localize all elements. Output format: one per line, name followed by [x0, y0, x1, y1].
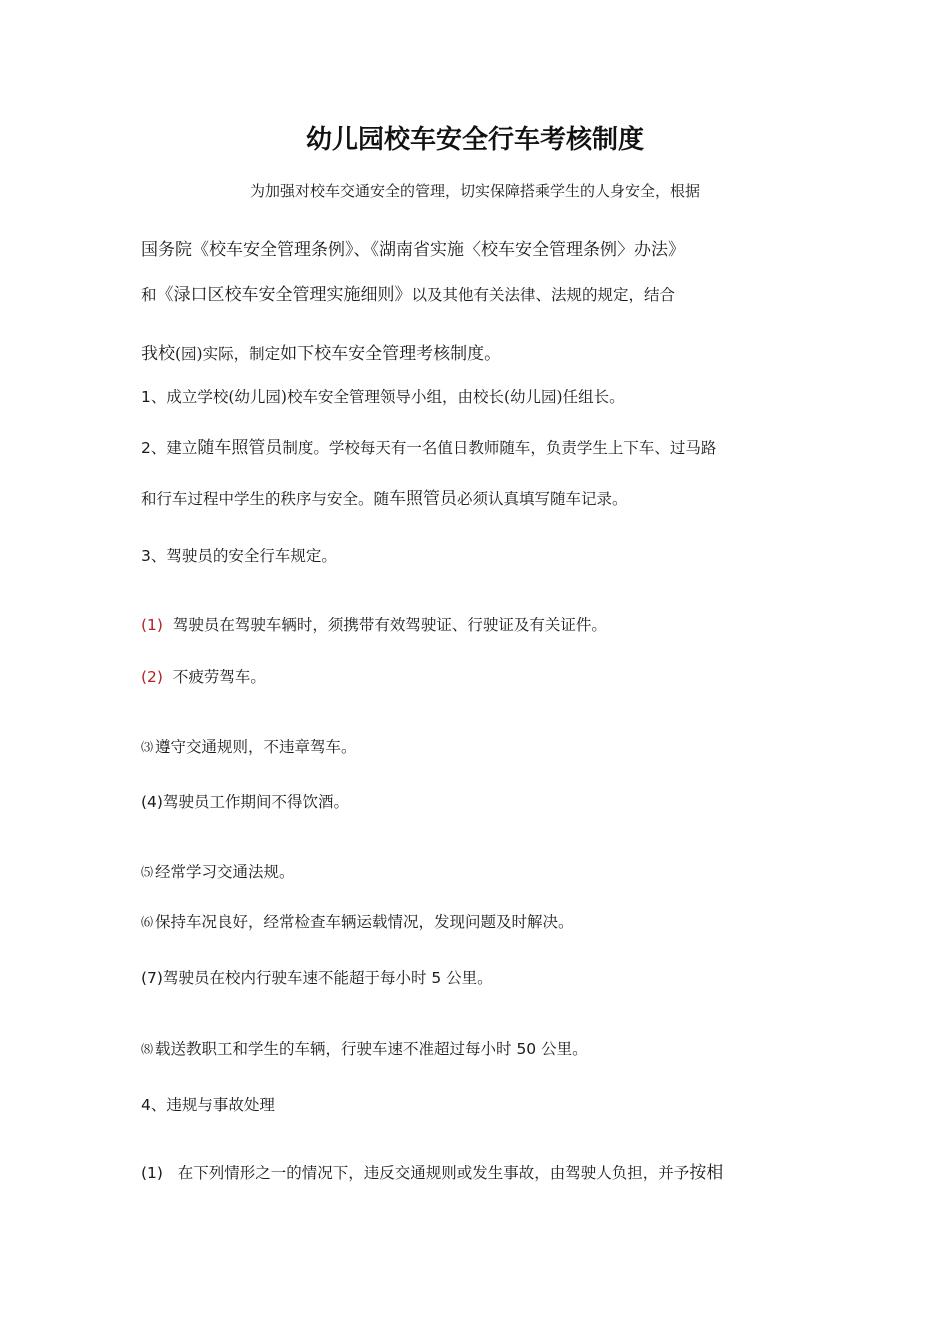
intro-text: 如下校车安全管理考核制度。 — [280, 344, 502, 364]
intro-line-2 — [141, 239, 685, 261]
intro-text: 办法》 — [634, 240, 685, 260]
rule-8 — [141, 1038, 588, 1060]
item-text: 1、成立学校 — [141, 388, 229, 406]
rule-text: 载送教职工和学生的车辆，行驶车速不准超过每小时 50 公里。 — [155, 1040, 588, 1058]
rule-7: (7)驾驶员在校内行驶车速不能超于每小时 5 公里。 — [141, 969, 493, 987]
item-1 — [141, 386, 625, 408]
intro-text: 国务院《校车安全管理条例》、《湖南 — [141, 240, 413, 260]
rule-number: ⑻ — [141, 1042, 154, 1056]
rule-4: (4)驾驶员工作期间不得饮酒。 — [141, 793, 349, 811]
rule-number: ⑹ — [141, 915, 154, 929]
item-text: 任组长。 — [562, 388, 625, 406]
item-text: 必须认真填写随车记录。 — [457, 490, 628, 508]
intro-text: 我校 — [141, 344, 175, 364]
violation-text: 在下列情形之一的情况下，违反交通规则或发生事故，由驾驶人负担，并予 — [177, 1164, 690, 1182]
intro-text: 省实施 — [413, 240, 464, 260]
item-text: 车照管员 — [389, 489, 458, 509]
item-text: 随车照管员 — [197, 438, 283, 458]
document-title: 幼儿园校车安全行车考核制度 — [305, 125, 644, 155]
intro-text: 实际，制定 — [202, 345, 281, 363]
violation-1 — [141, 1162, 723, 1184]
item-text: (幼儿园) — [504, 388, 563, 406]
intro-text: 和 — [141, 286, 157, 304]
rule-text: 不疲劳驾车。 — [172, 668, 266, 686]
intro-text: 以及其他有关法律、法规的规定，结合 — [411, 286, 676, 304]
regulation-name: 《渌口区校车安全管理实施细则》 — [156, 285, 412, 305]
rule-number: (1) — [141, 616, 163, 634]
intro-line-4 — [141, 343, 501, 365]
intro-text: 〈校车安全管理条例〉 — [464, 240, 634, 260]
rule-text: 保持车况良好，经常检查车辆运载情况，发现问题及时解决。 — [155, 913, 574, 931]
rule-5 — [141, 861, 295, 883]
rule-6 — [141, 911, 574, 933]
intro-text: (园) — [175, 345, 203, 363]
rule-text: 驾驶员在驾驶车辆时，须携带有效驾驶证、行驶证及有关证件。 — [172, 616, 607, 634]
rule-number: ⑶ — [141, 740, 154, 754]
item-3: 3、驾驶员的安全行车规定。 — [141, 547, 337, 565]
rule-text: 遵守交通规则，不违章驾车。 — [155, 738, 357, 756]
item-text: 2、建立 — [141, 439, 198, 457]
item-text: 和行车过程中学生的秩序与安全。随 — [141, 490, 390, 508]
item-2-line-1 — [141, 437, 716, 459]
violation-text-tail: 按相 — [689, 1163, 724, 1183]
rule-3 — [141, 736, 357, 758]
rule-number: ⑸ — [141, 865, 154, 879]
violation-number: (1) — [141, 1164, 163, 1182]
item-text: (幼儿园) — [228, 388, 287, 406]
rule-2 — [141, 666, 266, 688]
rule-number: (2) — [141, 668, 163, 686]
intro-line-3 — [141, 284, 675, 306]
item-text: 校车安全管理领导小组，由校长 — [286, 388, 504, 406]
intro-line-1: 为加强对校车交通安全的管理，切实保障搭乘学生的人身安全，根据 — [249, 182, 700, 200]
item-4: 4、违规与事故处理 — [141, 1096, 275, 1114]
item-text: 制度。学校每天有一名值日教师随车，负责学生上下车、过马路 — [282, 439, 717, 457]
item-2-line-2 — [141, 488, 628, 510]
rule-text: 经常学习交通法规。 — [155, 863, 295, 881]
rule-1 — [141, 614, 607, 636]
